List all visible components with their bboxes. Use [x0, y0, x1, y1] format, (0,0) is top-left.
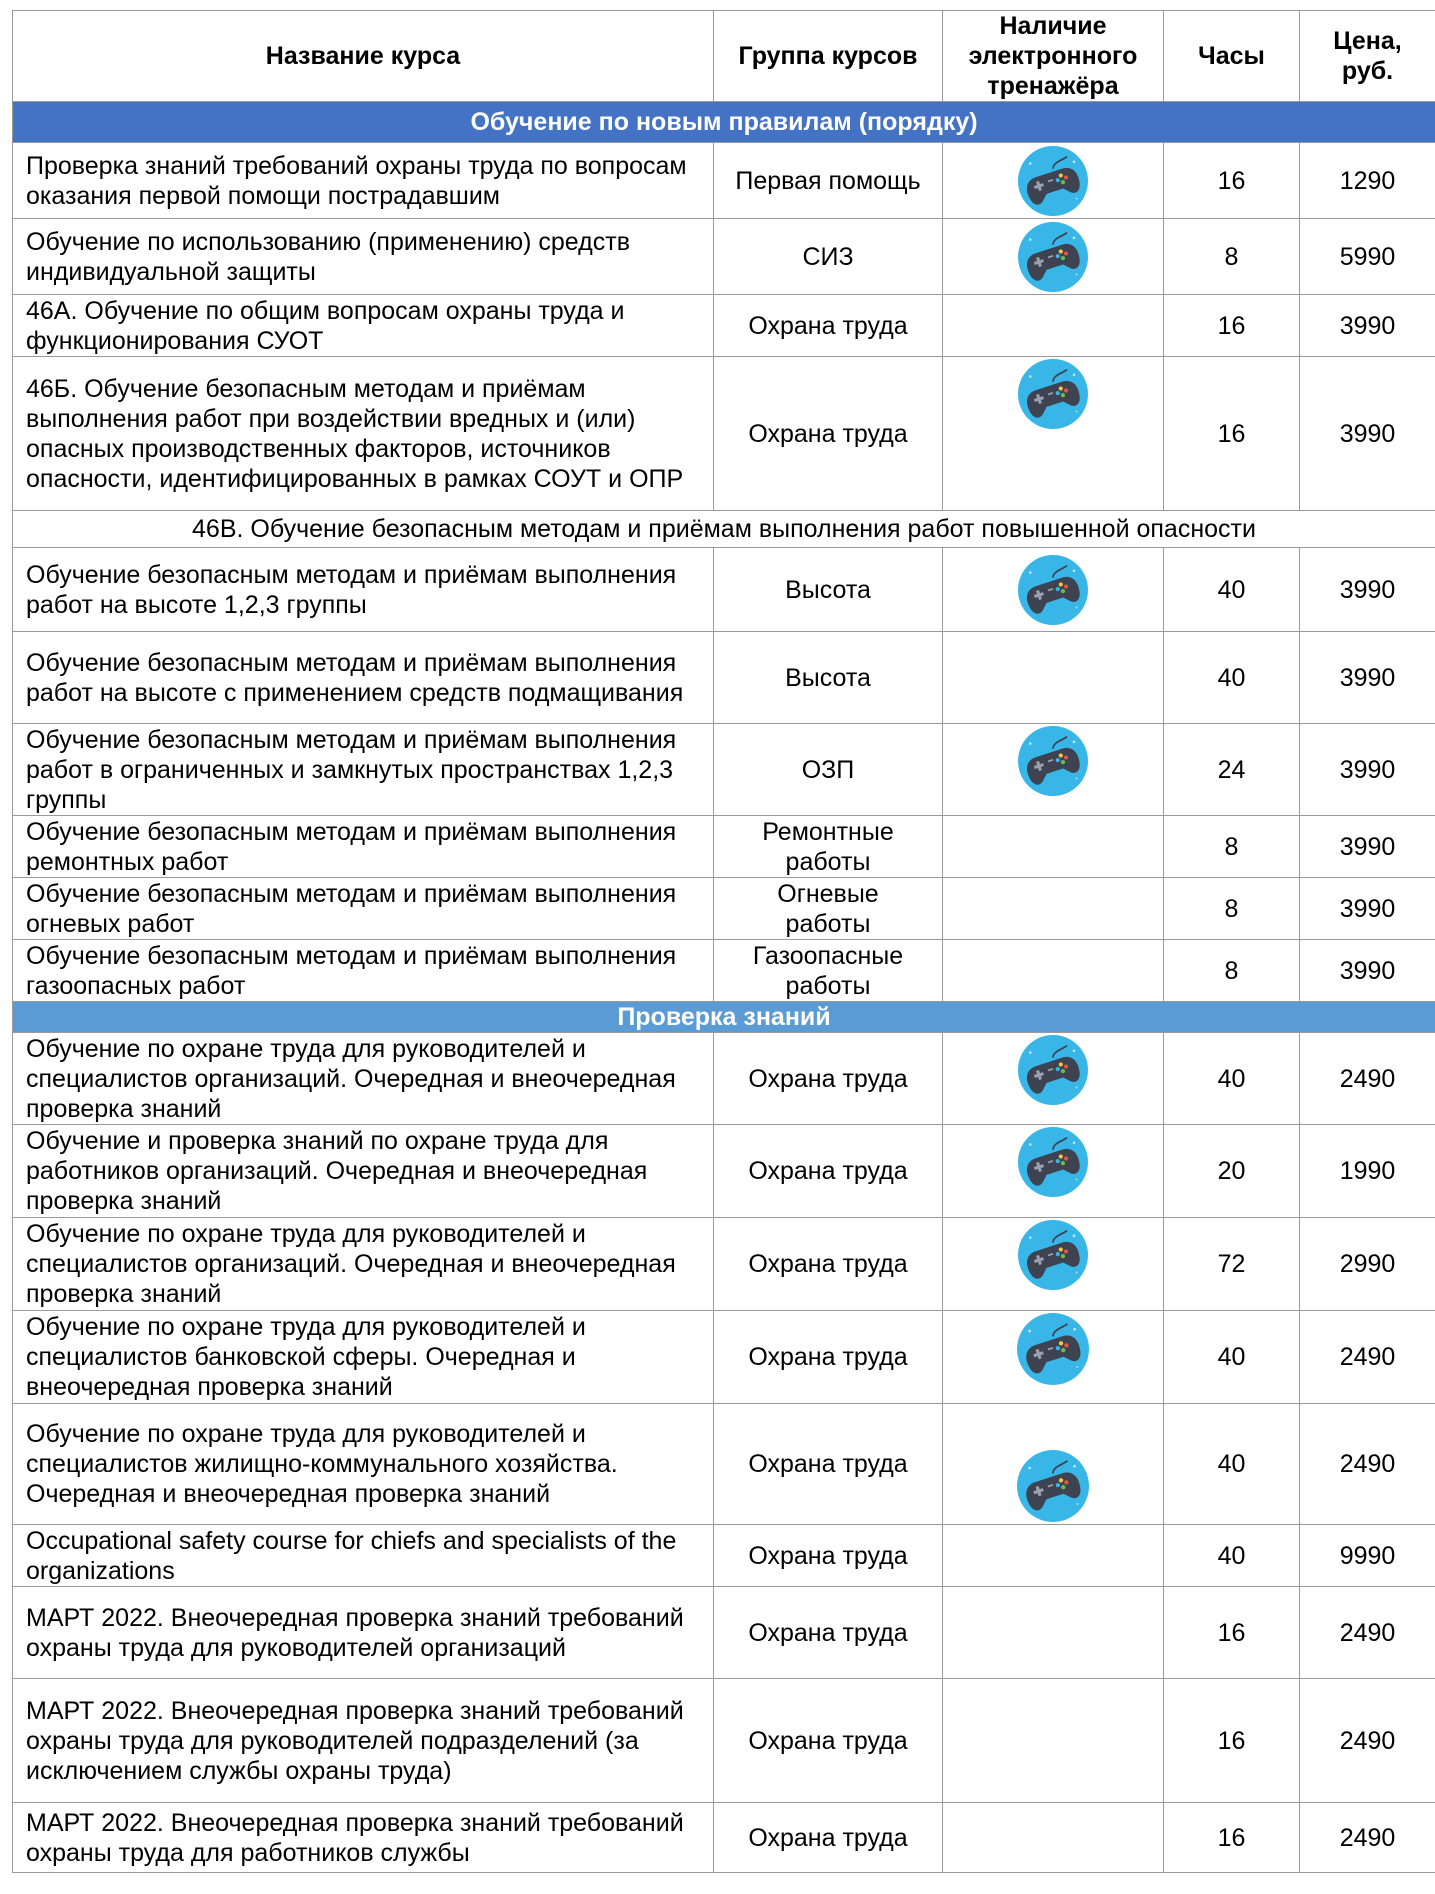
trainer-cell: [943, 878, 1164, 940]
table-row: [13, 1033, 1435, 1125]
course-hours: 40: [1164, 1525, 1300, 1587]
course-hours: 16: [1164, 357, 1300, 511]
course-hours: 40: [1164, 1033, 1300, 1125]
trainer-cell: [943, 1587, 1164, 1679]
course-name: Обучение по охране труда для руководителей и специалистов банковской сферы. Очередная и внеочередная проверка знаний: [13, 1311, 714, 1404]
course-hours: 40: [1164, 548, 1300, 632]
course-group: Охрана труда: [714, 295, 943, 357]
section-title: Обучение по новым правилам (порядку): [13, 102, 1435, 143]
course-name: Обучение по использованию (применению) средств индивидуальной защиты: [13, 219, 714, 295]
table-header-row: [13, 11, 1435, 102]
course-name: Обучение безопасным методам и приёмам выполнения газоопасных работ: [13, 940, 714, 1002]
trainer-cell: [943, 1311, 1164, 1404]
course-group: Первая помощь: [714, 143, 943, 219]
course-hours: 16: [1164, 143, 1300, 219]
course-hours: 20: [1164, 1125, 1300, 1218]
trainer-cell: [943, 295, 1164, 357]
course-price: 1990: [1300, 1125, 1435, 1218]
table-row: [13, 548, 1435, 632]
header-hours: Часы: [1164, 11, 1300, 102]
table-row: [13, 357, 1435, 511]
course-price: 3990: [1300, 724, 1435, 816]
course-price: 3990: [1300, 940, 1435, 1002]
course-name: Обучение и проверка знаний по охране труда для работников организаций. Очередная и внеочередная проверка знаний: [13, 1125, 714, 1218]
course-price: 2990: [1300, 1218, 1435, 1311]
course-name: Occupational safety course for chiefs and specialists of the organizations: [13, 1525, 714, 1587]
course-group: Охрана труда: [714, 1218, 943, 1311]
course-name: МАРТ 2022. Внеочередная проверка знаний требований охраны труда для работников службы: [13, 1803, 714, 1873]
course-price: 3990: [1300, 357, 1435, 511]
course-price: 3990: [1300, 878, 1435, 940]
trainer-cell: [943, 357, 1164, 511]
course-group: Охрана труда: [714, 1404, 943, 1525]
table-row: [13, 1803, 1435, 1873]
course-hours: 16: [1164, 295, 1300, 357]
subsection-title: 46В. Обучение безопасным методам и приёмам выполнения работ повышенной опасности: [13, 511, 1435, 548]
trainer-cell: [943, 1125, 1164, 1218]
header-trainer: Наличие электронного тренажёра: [943, 11, 1164, 102]
course-name: Обучение безопасным методам и приёмам выполнения работ на высоте с применением средств подмащивания: [13, 632, 714, 724]
course-group: Охрана труда: [714, 1587, 943, 1679]
trainer-cell: [943, 1679, 1164, 1803]
course-hours: 72: [1164, 1218, 1300, 1311]
trainer-cell: [943, 940, 1164, 1002]
table-row: [13, 1311, 1435, 1404]
course-name: Обучение безопасным методам и приёмам выполнения работ на высоте 1,2,3 группы: [13, 548, 714, 632]
course-hours: 40: [1164, 1404, 1300, 1525]
header-course-name: Название курса: [13, 11, 714, 102]
course-price: 2490: [1300, 1311, 1435, 1404]
course-group: Охрана труда: [714, 1803, 943, 1873]
table-row: [13, 1587, 1435, 1679]
trainer-cell: [943, 724, 1164, 816]
course-group: Ремонтные работы: [714, 816, 943, 878]
course-hours: 16: [1164, 1679, 1300, 1803]
course-hours: 40: [1164, 632, 1300, 724]
trainer-cell: [943, 1803, 1164, 1873]
table-row: [13, 940, 1435, 1002]
trainer-cell: [943, 1218, 1164, 1311]
trainer-cell: [943, 816, 1164, 878]
trainer-cell: [943, 219, 1164, 295]
section-title: Проверка знаний: [13, 1002, 1435, 1033]
course-name: МАРТ 2022. Внеочередная проверка знаний требований охраны труда для руководителей подразделений (за исключением службы охраны труда): [13, 1679, 714, 1803]
course-price: 3990: [1300, 548, 1435, 632]
table-row: [13, 295, 1435, 357]
course-price: 1290: [1300, 143, 1435, 219]
gamepad-icon: [1018, 1220, 1088, 1290]
course-price: 2490: [1300, 1679, 1435, 1803]
course-price: 3990: [1300, 816, 1435, 878]
trainer-cell: [943, 143, 1164, 219]
course-price: 5990: [1300, 219, 1435, 295]
table-row: [13, 1218, 1435, 1311]
course-price: 2490: [1300, 1803, 1435, 1873]
course-name: 46Б. Обучение безопасным методам и приёмам выполнения работ при воздействии вредных и (или) опасных производственных факторов, источников опасности, идентифицированных в рамках СОУТ и ОПР: [13, 357, 714, 511]
course-hours: 8: [1164, 940, 1300, 1002]
course-name: Обучение безопасным методам и приёмам выполнения работ в ограниченных и замкнутых пространствах 1,2,3 группы: [13, 724, 714, 816]
course-price: 2490: [1300, 1587, 1435, 1679]
table-row: [13, 1404, 1435, 1525]
course-name: Обучение по охране труда для руководителей и специалистов жилищно-коммунального хозяйства. Очередная и внеочередная проверка знаний: [13, 1404, 714, 1525]
trainer-cell: [943, 1033, 1164, 1125]
gamepad-icon: [1018, 359, 1088, 429]
course-name: Обучение безопасным методам и приёмам выполнения ремонтных работ: [13, 816, 714, 878]
course-price: 2490: [1300, 1404, 1435, 1525]
trainer-cell: [943, 632, 1164, 724]
course-group: Охрана труда: [714, 1033, 943, 1125]
section-header-new-rules: [13, 102, 1435, 143]
course-group: Высота: [714, 632, 943, 724]
course-group: ОЗП: [714, 724, 943, 816]
table-row: [13, 1125, 1435, 1218]
gamepad-icon: [1018, 222, 1088, 292]
course-price: 3990: [1300, 295, 1435, 357]
course-price: 2490: [1300, 1033, 1435, 1125]
course-hours: 8: [1164, 878, 1300, 940]
course-group: Газоопасные работы: [714, 940, 943, 1002]
table-row: [13, 143, 1435, 219]
course-name: МАРТ 2022. Внеочередная проверка знаний требований охраны труда для руководителей организаций: [13, 1587, 714, 1679]
gamepad-icon: [1018, 1127, 1088, 1197]
trainer-cell: [943, 1525, 1164, 1587]
course-hours: 16: [1164, 1587, 1300, 1679]
course-group: СИЗ: [714, 219, 943, 295]
course-group: Высота: [714, 548, 943, 632]
table-row: [13, 724, 1435, 816]
course-name: Обучение по охране труда для руководителей и специалистов организаций. Очередная и внеочередная проверка знаний: [13, 1218, 714, 1311]
header-course-group: Группа курсов: [714, 11, 943, 102]
table-row: [13, 878, 1435, 940]
course-group: Огневые работы: [714, 878, 943, 940]
gamepad-icon: [1018, 726, 1088, 796]
table-row: [13, 816, 1435, 878]
course-name: 46А. Обучение по общим вопросам охраны труда и функционирования СУОТ: [13, 295, 714, 357]
gamepad-icon: [1018, 555, 1088, 625]
trainer-cell: [943, 548, 1164, 632]
course-hours: 16: [1164, 1803, 1300, 1873]
course-group: Охрана труда: [714, 357, 943, 511]
course-price: 9990: [1300, 1525, 1435, 1587]
gamepad-icon: [1017, 1313, 1089, 1385]
course-name: Обучение безопасным методам и приёмам выполнения огневых работ: [13, 878, 714, 940]
gamepad-icon: [1018, 146, 1088, 216]
course-group: Охрана труда: [714, 1525, 943, 1587]
trainer-cell: [943, 1404, 1164, 1525]
course-hours: 40: [1164, 1311, 1300, 1404]
course-hours: 8: [1164, 219, 1300, 295]
course-price-table: [12, 10, 1435, 1873]
gamepad-icon: [1017, 1450, 1089, 1522]
header-price: Цена, руб.: [1300, 11, 1435, 102]
price-table-wrapper: [12, 10, 1435, 1873]
subsection-header-46v: [13, 511, 1435, 548]
gamepad-icon: [1018, 1035, 1088, 1105]
section-header-knowledge-check: [13, 1002, 1435, 1033]
table-row: [13, 1525, 1435, 1587]
table-row: [13, 632, 1435, 724]
course-group: Охрана труда: [714, 1311, 943, 1404]
course-price: 3990: [1300, 632, 1435, 724]
course-hours: 8: [1164, 816, 1300, 878]
course-hours: 24: [1164, 724, 1300, 816]
table-row: [13, 219, 1435, 295]
course-group: Охрана труда: [714, 1125, 943, 1218]
course-name: Обучение по охране труда для руководителей и специалистов организаций. Очередная и внеочередная проверка знаний: [13, 1033, 714, 1125]
table-row: [13, 1679, 1435, 1803]
course-group: Охрана труда: [714, 1679, 943, 1803]
course-name: Проверка знаний требований охраны труда по вопросам оказания первой помощи пострадавшим: [13, 143, 714, 219]
